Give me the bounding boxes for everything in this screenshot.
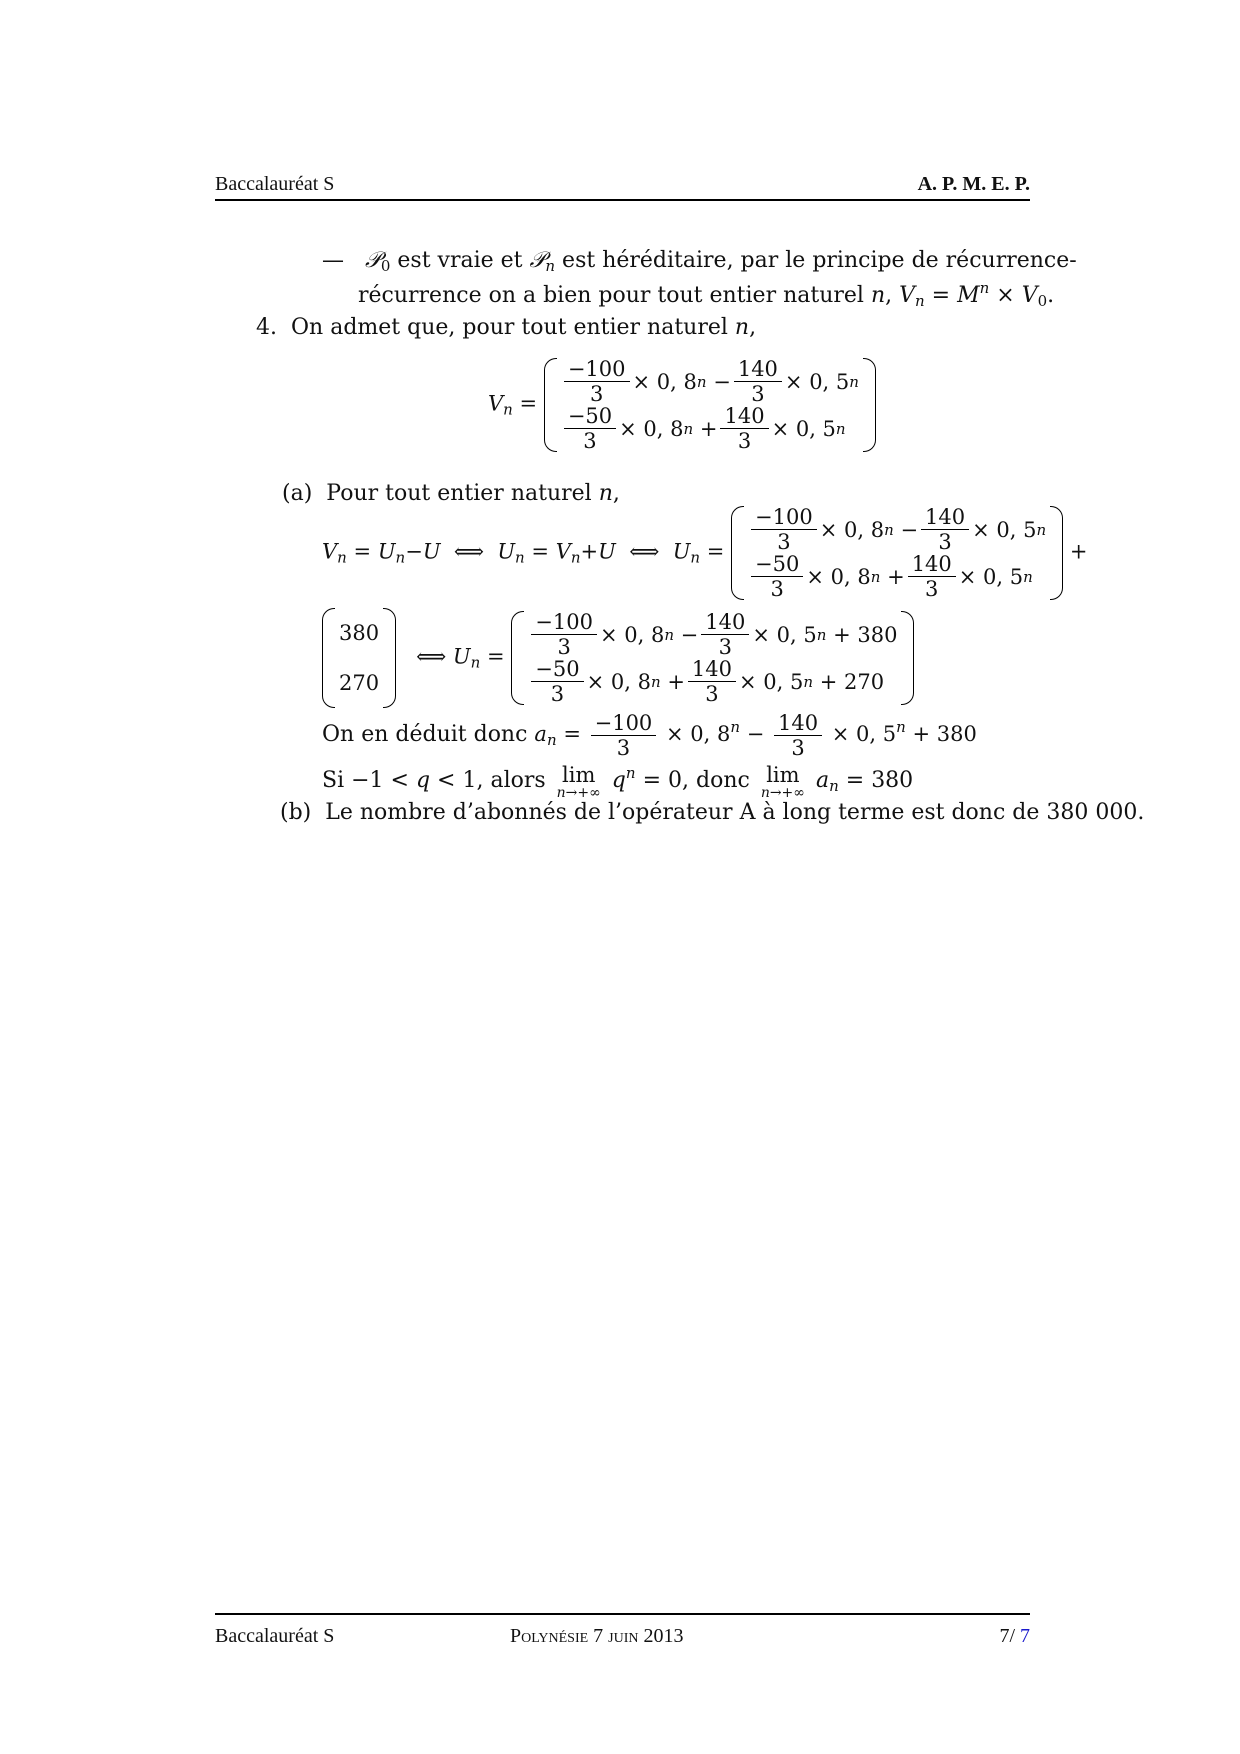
footer-center: Polynésie 7 juin 2013 xyxy=(510,1625,684,1647)
dash: — xyxy=(322,248,344,273)
item-a-text: Pour tout entier naturel xyxy=(326,481,599,506)
fraction: $\frac{140}{3}$ xyxy=(908,553,956,600)
page-number xyxy=(999,1625,1030,1648)
vn-eq: = xyxy=(519,391,538,416)
v0-var: V xyxy=(1021,283,1038,308)
line1-a: est vraie et xyxy=(390,248,530,273)
v-var: V xyxy=(899,283,916,308)
left-paren xyxy=(322,608,335,708)
deduction-line: On en déduit donc $a_n$ = $\frac{-100}{3}$ × 0, 8$^n$ − $\frac{140}{3}$ × 0, 5$^n$ + 380 xyxy=(322,711,977,760)
vn-sub: n xyxy=(503,400,513,419)
p0-sub: 0 xyxy=(380,257,391,275)
line2-b: , xyxy=(885,283,900,308)
fraction: $\frac{140}{3}$ xyxy=(734,358,782,405)
un-matrix: $\frac{-100}{3}$ × 0, 8 n − $\frac{140}{3}$ × 0, 5 n + 380 $\frac{-50}{3}$ × 0, 8 n + $\frac{140}{3}$ × 0, 5 n + 270 xyxy=(511,611,914,705)
fraction: $\frac{140}{3}$ xyxy=(774,712,822,759)
induction-line-1 xyxy=(322,248,1077,275)
p0-symbol: 𝒫 xyxy=(364,248,381,273)
vn-matrix-repeat: $\frac{-100}{3}$ × 0, 8 n − $\frac{140}{3}$ × 0, 5 n $\frac{-50}{3}$ × 0, 8 n + $\frac{140}{3}$ × 0, 5 n xyxy=(731,506,1063,600)
page-separator: / xyxy=(1009,1625,1020,1647)
fraction: $\frac{-50}{3}$ xyxy=(531,658,583,705)
vn-symbol: V xyxy=(488,391,504,416)
left-paren xyxy=(731,506,744,600)
v-sub: n xyxy=(915,292,925,310)
line2-times: × xyxy=(989,283,1022,308)
matrix-row-1: $\frac{-100}{3}$ × 0, 8 n − $\frac{140}{3}$ × 0, 5 n xyxy=(561,358,859,405)
un-equivalence-2: 380 270 ⟺ $U_n$ = $\frac{-100}{3}$ × 0, 8 n − $\frac{140}{3}$ × 0, 5 n + 380 $\frac{-50}{3}$ × 0, 8 n + $\frac{140}{3}$ × 0, 5 n + 270 xyxy=(322,608,914,708)
fraction: $\frac{140}{3}$ xyxy=(688,658,736,705)
right-paren xyxy=(383,608,396,708)
item-4-number: 4. xyxy=(256,315,277,340)
item-a-label: (a) xyxy=(282,481,313,506)
matrix-row-2: $\frac{-50}{3}$ × 0, 8 n + $\frac{140}{3}$ × 0, 5 n xyxy=(561,405,859,452)
header-rule xyxy=(215,199,1030,201)
item-4-comma: , xyxy=(749,315,757,340)
header-right: A. P. M. E. P. xyxy=(917,173,1030,195)
item-b-label: (b) xyxy=(280,800,312,825)
fraction: $\frac{-100}{3}$ xyxy=(531,611,597,658)
header-left: Baccalauréat S xyxy=(215,173,335,195)
m-sup: n xyxy=(979,279,990,297)
fraction: $\frac{-100}{3}$ xyxy=(751,506,817,553)
v0-sub: 0 xyxy=(1037,292,1048,310)
un-equivalence-1: $V_n = U_n-U$ ⟺ $U_n = V_n+U$ ⟺ $U_n$ = $\frac{-100}{3}$ × 0, 8 n − $\frac{140}{3}$ × 0, 5 n $\frac{-50}{3}$ × 0, 8 n + $\frac{140}{3}$ × 0, 5 n + xyxy=(322,505,1088,601)
left-paren xyxy=(544,358,557,452)
item-4-text: On admet que, pour tout entier naturel xyxy=(291,315,735,340)
footer-left: Baccalauréat S xyxy=(215,1625,335,1647)
item-a-comma: , xyxy=(612,481,620,506)
item-a-n: n xyxy=(598,481,613,506)
limit-line: Si −1 < q < 1, alors lim n→+∞ $q^n = 0$, donc lim n→+∞ $a_n = 380$ xyxy=(322,763,914,801)
left-paren xyxy=(511,611,524,705)
pn-sub: n xyxy=(545,257,556,275)
vn-equation xyxy=(488,358,876,452)
fraction: $\frac{-100}{3}$ xyxy=(591,712,657,759)
line1-b: est héréditaire, par le principe de récurrence- xyxy=(555,248,1077,273)
line2-eq: = xyxy=(924,283,958,308)
iff-symbol: ⟺ xyxy=(416,644,447,669)
item-4-n: n xyxy=(734,315,750,340)
right-paren xyxy=(863,358,876,452)
footer-rule xyxy=(215,1613,1030,1615)
m-var: M xyxy=(957,283,980,308)
item-4 xyxy=(256,315,756,340)
right-paren xyxy=(901,611,914,705)
plus-sign: + xyxy=(1069,539,1088,564)
fraction: $\frac{-50}{3}$ xyxy=(751,553,803,600)
line2-a: récurrence on a bien pour tout entier naturel xyxy=(358,283,871,308)
item-b xyxy=(280,800,1144,825)
fraction: $\frac{-100}{3}$ xyxy=(564,358,630,405)
item-a xyxy=(282,481,620,506)
line2-end: . xyxy=(1047,283,1055,308)
limit-operator: lim n→+∞ xyxy=(760,763,805,801)
iff-symbol: ⟺ xyxy=(629,539,660,564)
right-paren xyxy=(1050,506,1063,600)
fraction: $\frac{140}{3}$ xyxy=(921,506,969,553)
fraction: $\frac{140}{3}$ xyxy=(720,405,768,452)
limit-operator: lim n→+∞ xyxy=(556,763,601,801)
iff-symbol: ⟺ xyxy=(453,539,484,564)
fraction: $\frac{-50}{3}$ xyxy=(564,405,616,452)
page-current: 7 xyxy=(999,1625,1010,1647)
vn-matrix xyxy=(544,358,876,452)
page-total-link[interactable]: 7 xyxy=(1020,1625,1030,1647)
u-vector: 380 270 xyxy=(322,608,396,708)
pn-symbol: 𝒫 xyxy=(529,248,546,273)
fraction: $\frac{140}{3}$ xyxy=(701,611,749,658)
item-b-text: Le nombre d’abonnés de l’opérateur A à long terme est donc de 380 000. xyxy=(325,800,1145,825)
n-var: n xyxy=(870,283,886,308)
induction-line-2 xyxy=(358,279,1054,310)
